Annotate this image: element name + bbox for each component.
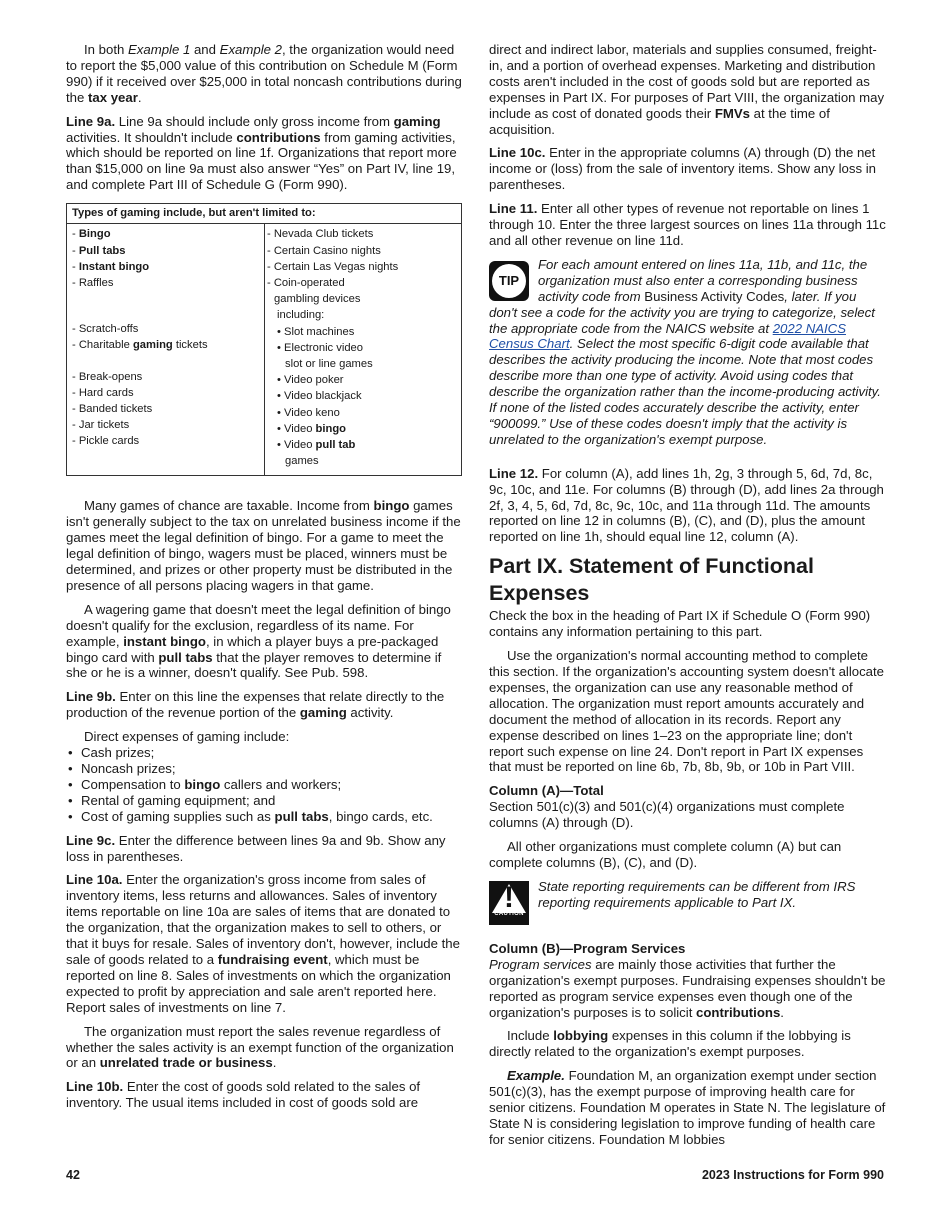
list-item: • Cost of gaming supplies such as pull tabs, bingo cards, etc. [66, 809, 462, 825]
sales-revenue-paragraph: The organization must report the sales revenue regardless of whether the sales activity is an exempt function of the organization or an unrelated trade or business. [66, 1023, 454, 1071]
column-a-text: Section 501(c)(3) and 501(c)(4) organizations must complete columns (A) through (D). [489, 799, 845, 831]
table-column-2: - Nevada Club tickets - Certain Casino nights - Certain Las Vegas nights - Coin-operated gambling devices including: • Slot machines • Electronic video slot or line games • Video poker • Video blackjack • Video keno • Video bingo • Video pull tab games [264, 224, 461, 475]
line-11-paragraph: Line 11. Enter all other types of revenue not reportable on lines 1 through 10. Enter the three largest sources on lines 11a through 11c and all other revenue on line 11d. [489, 201, 886, 248]
list-item: • Compensation to bingo callers and workers; [66, 777, 462, 793]
column-b-heading: Column (B)—Program Services [489, 940, 686, 956]
example-paragraph: Example. Foundation M, an organization exempt under section 501(c)(3), has the exempt purpose of improving health care for senior citizens. Foundation M operates in State N. The legislature of State N is considering legislation to improve funding of health care for senior citizens. Foundation M lobbies [489, 1068, 886, 1147]
direct-expenses-list [66, 745, 462, 825]
part-ix-check-paragraph: Check the box in the heading of Part IX if Schedule O (Form 990) contains any information pertaining to this part. [489, 608, 871, 640]
tip-note: TIP For each amount entered on lines 11a, 11b, and 11c, the organization must also enter a corresponding business activity code from Business Activity Codes, later. If you don't see a code for the activity you are trying to categorize, select the appropriate code from the NAICS website at 2022 NAICS Census Chart. Select the most specific 6-digit code available that describes the activity producing the income. Note that most codes describe more than one type of activity. Avoid using codes that describe the organization rather than the income-producing activity. If none of the listed codes accurately describe the activity, enter “900099.” Use of these codes doesn't imply that the activity is unrelated to the organization's exempt purpose. [489, 256, 881, 447]
gaming-types-table [66, 203, 462, 476]
list-item: • Noncash prizes; [66, 761, 462, 777]
list-item: • Cash prizes; [66, 745, 462, 761]
cogs-continued-paragraph: direct and indirect labor, materials and supplies consumed, freight-in, and a portion of overhead expenses. Marketing and distribution costs aren't included in the cost of goods sold but are reported as expenses in Part IX. For purposes of Part VIII, the organization may include as cost of donated goods their FMVs at the time of acquisition. [489, 42, 885, 137]
part-ix-heading: Part IX. Statement of Functional Expenses [489, 554, 814, 605]
tip-icon: TIP [489, 261, 529, 301]
line-9b-paragraph: Line 9b. Enter on this line the expenses that relate directly to the production of the revenue portion of the gaming activity. [66, 689, 445, 721]
left-column [66, 42, 462, 1119]
table-title: Types of gaming include, but aren't limited to: [67, 204, 461, 224]
line-heading: Line 9a. [66, 113, 116, 129]
wagering-paragraph: A wagering game that doesn't meet the legal definition of bingo doesn't qualify for the exclusion, regardless of its name. For example, instant bingo, in which a player buys a pre-packaged bingo card with pull tabs that the player removes to determine if she or he is a winner, doesn't qualify. See Pub. 598. [66, 601, 451, 681]
accounting-method-paragraph: Use the organization's normal accounting method to complete this section. If the organization's accounting system doesn't allocate expenses, the organization can use any reasonable method of allocation. The organization must report amounts accurately and document the method of allocation in its records. Report any expense described on lines 1–23 on the appropriate line; don't report such expense on line 24. Don't report in Part IX expenses that must be reported on line 6b, 7b, 8b, 9b, or 10b in Part VIII. [489, 648, 885, 775]
line-10c-paragraph: Line 10c. Enter in the appropriate columns (A) through (D) the net income or (loss) from the sale of inventory items. Show any loss in parentheses. [489, 145, 876, 193]
column-a-heading: Column (A)—Total [489, 783, 604, 799]
column-b-text: Program services are mainly those activities that further the organization's exempt purposes. Fundraising expenses shouldn't be reported as program service expenses even though one of the organization's purposes is to solicit contributions. [489, 956, 886, 1020]
line-9a-paragraph: Line 9a. Line 9a should include only gross income from gaming activities. It shouldn't include contributions from gaming activities, which should be reported on line 1f. Organizations that report more than $15,000 on line 9a must also answer “Yes” on Part IV, line 19, and complete Part III of Schedule G (Form 990). [66, 113, 457, 193]
lobbying-paragraph: Include lobbying expenses in this column if the lobbying is directly related to the organization's exempt purposes. [489, 1028, 851, 1060]
list-item: • Rental of gaming equipment; and [66, 793, 462, 809]
page-number: 42 [66, 1168, 80, 1182]
line-10a-paragraph: Line 10a. Enter the organization's gross income from sales of inventory items, less returns and allowances. Sales of inventory items reportable on line 10a are sales of items that are donated to the organization, that the organization makes to sell to others, or that it buys for resale. Sales of inventory don't, however, include the sale of goods related to a fundraising event, which must be reported on line 8. Sales of investments on which the organization expected to profit by appreciation and sale aren't reported here. Report sales of investments on line 7. [66, 872, 460, 1015]
line-10b-paragraph: Line 10b. Enter the cost of goods sold related to the sales of inventory. The usual items included in cost of goods sold are [66, 1079, 421, 1111]
caution-note: ! CAUTION State reporting requirements can be different from IRS reporting requirements applicable to Part IX. [489, 879, 886, 927]
naics-census-chart-link[interactable]: 2022 NAICS Census Chart [489, 320, 846, 352]
table-column-1: - Bingo - Pull tabs - Instant bingo - Raffles - Scratch-offs - Charitable gaming tickets - Break-opens - Hard cards - Banded tickets - Jar tickets - Pickle cards [72, 228, 208, 448]
bingo-paragraph: Many games of chance are taxable. Income from bingo games isn't generally subject to the tax on unrelated business income if the games meet the legal definition of bingo. For a game to meet the legal definition of bingo, wagers must be placed, winners must be determined, and prizes or other property must be distributed in the presence of all persons placing wagers in that game. [66, 498, 461, 593]
caution-icon: ! CAUTION [489, 881, 529, 925]
line-12-paragraph: Line 12. For column (A), add lines 1h, 2g, 3 through 5, 6d, 7d, 8c, 9c, 10c, and 11e. For columns (B) through (D), add lines 2a through 2f, 3, 4, 5, 6d, 7d, 8c, 9c, 10c, and 11a through 11d. The amounts reported on line 12 in columns (B), (C), and (D), plus the amount reported on line 1h, should equal line 12, column (A). [489, 465, 884, 545]
footer-title: 2023 Instructions for Form 990 [701, 1168, 884, 1182]
column-a-other-text: All other organizations must complete column (A) but can complete columns (B), (C), and (D). [489, 839, 842, 870]
direct-expenses-intro: Direct expenses of gaming include: [84, 729, 290, 745]
paragraph-examples: In both Example 1 and Example 2, the organization would need to report the $5,000 value of this contribution on Schedule M (Form 990) if it received over $25,000 in total noncash contributions during the tax year. [66, 42, 462, 105]
right-column [489, 42, 886, 1156]
line-9c-paragraph: Line 9c. Enter the difference between lines 9a and 9b. Show any loss in parentheses. [66, 832, 446, 864]
